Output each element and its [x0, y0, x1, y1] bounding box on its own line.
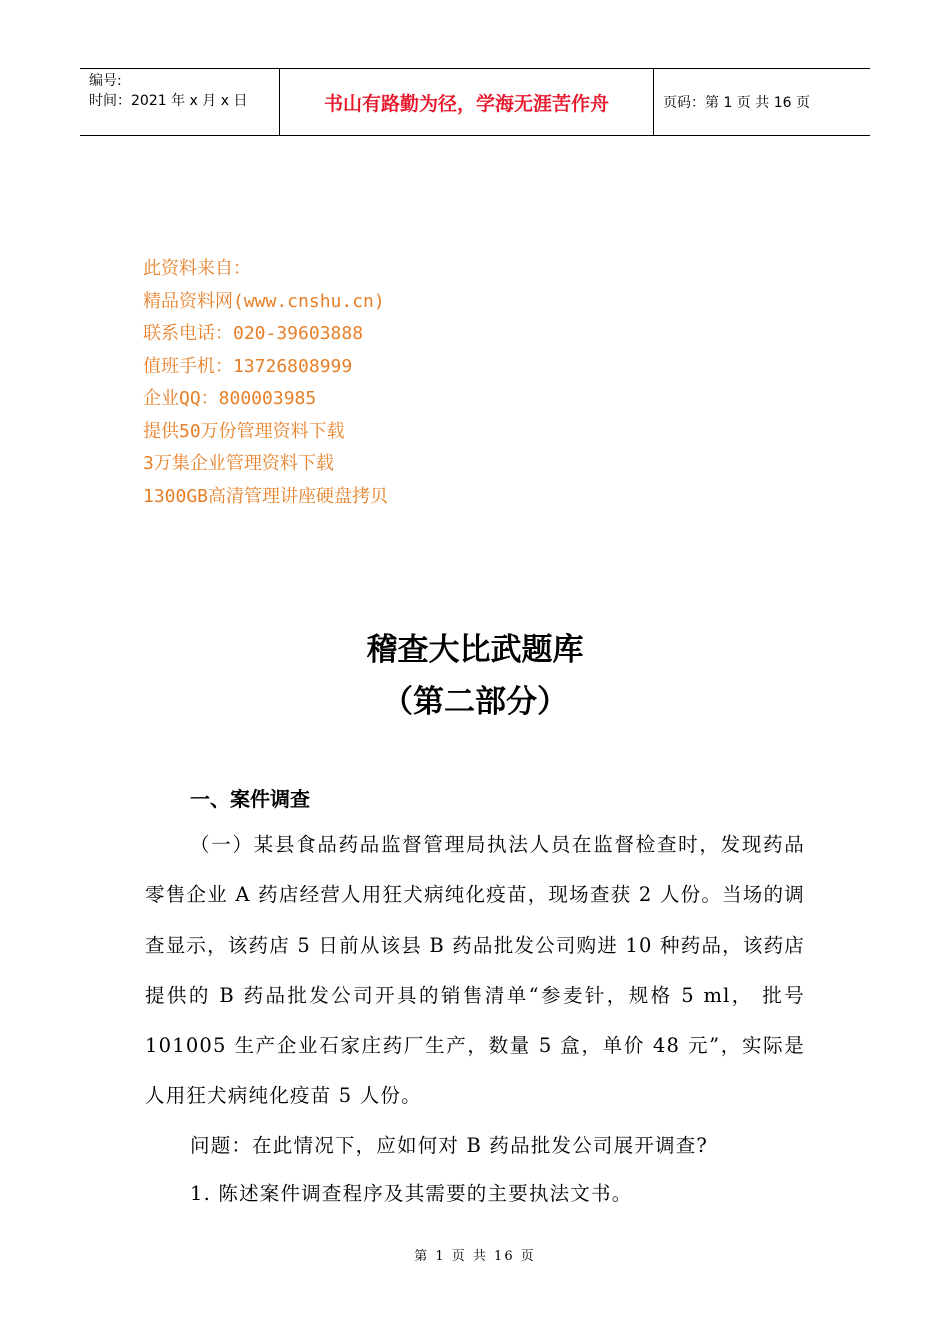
source-line: 企业QQ：800003985	[143, 388, 317, 409]
source-line: 1300GB高清管理讲座硬盘拷贝	[143, 485, 389, 507]
section-heading: 一、案件调查	[190, 787, 310, 811]
number-label: 编号:	[89, 73, 122, 89]
source-info-block	[143, 253, 388, 513]
header-page-info: 页码：第 1 页 共 16 页	[663, 95, 810, 111]
source-line: 提供50万份管理资料下载	[143, 420, 345, 442]
question-text: 问题：在此情况下，应如何对 B 药品批发公司展开调查?	[190, 1134, 709, 1157]
header-motto: 书山有路勤为径，学海无涯苦作舟	[280, 69, 654, 135]
document-subtitle: （第二部分）	[382, 684, 568, 720]
source-line: 联系电话：020-39603888	[143, 323, 364, 344]
question-item-1: 1. 陈述案件调查程序及其需要的主要执法文书。	[190, 1182, 633, 1205]
case-paragraph: （一）某县食品药品监督管理局执法人员在监督检查时，发现药品零售企业 A 药店经营人用狂犬病纯化疫苗，现场查获 2 人份。当场的调查显示，该药店 5 日前从该县 B 药品批发公司购进 10 种药品，该药店提供的 B 药品批发公司开具的销售清单“参麦针，规格 5 ml， 批号 101005 生产企业石家庄药厂生产，数量 5 盒，单价 48 元”，实际是人用狂犬病纯化疫苗 5 人份。	[145, 833, 805, 1108]
header-left-cell	[80, 69, 280, 135]
document-title: 稽查大比武题库	[366, 632, 584, 668]
time-label: 时间：2021 年 x 月 x 日	[89, 93, 248, 109]
page-footer: 第 1 页 共 16 页	[414, 1249, 536, 1264]
source-line: 精品资料网(www.cnshu.cn)	[143, 290, 385, 312]
source-line: 3万集企业管理资料下载	[143, 453, 334, 474]
source-line: 值班手机：13726808999	[143, 355, 353, 377]
source-line: 此资料来自：	[143, 258, 251, 279]
header-table	[80, 68, 870, 136]
